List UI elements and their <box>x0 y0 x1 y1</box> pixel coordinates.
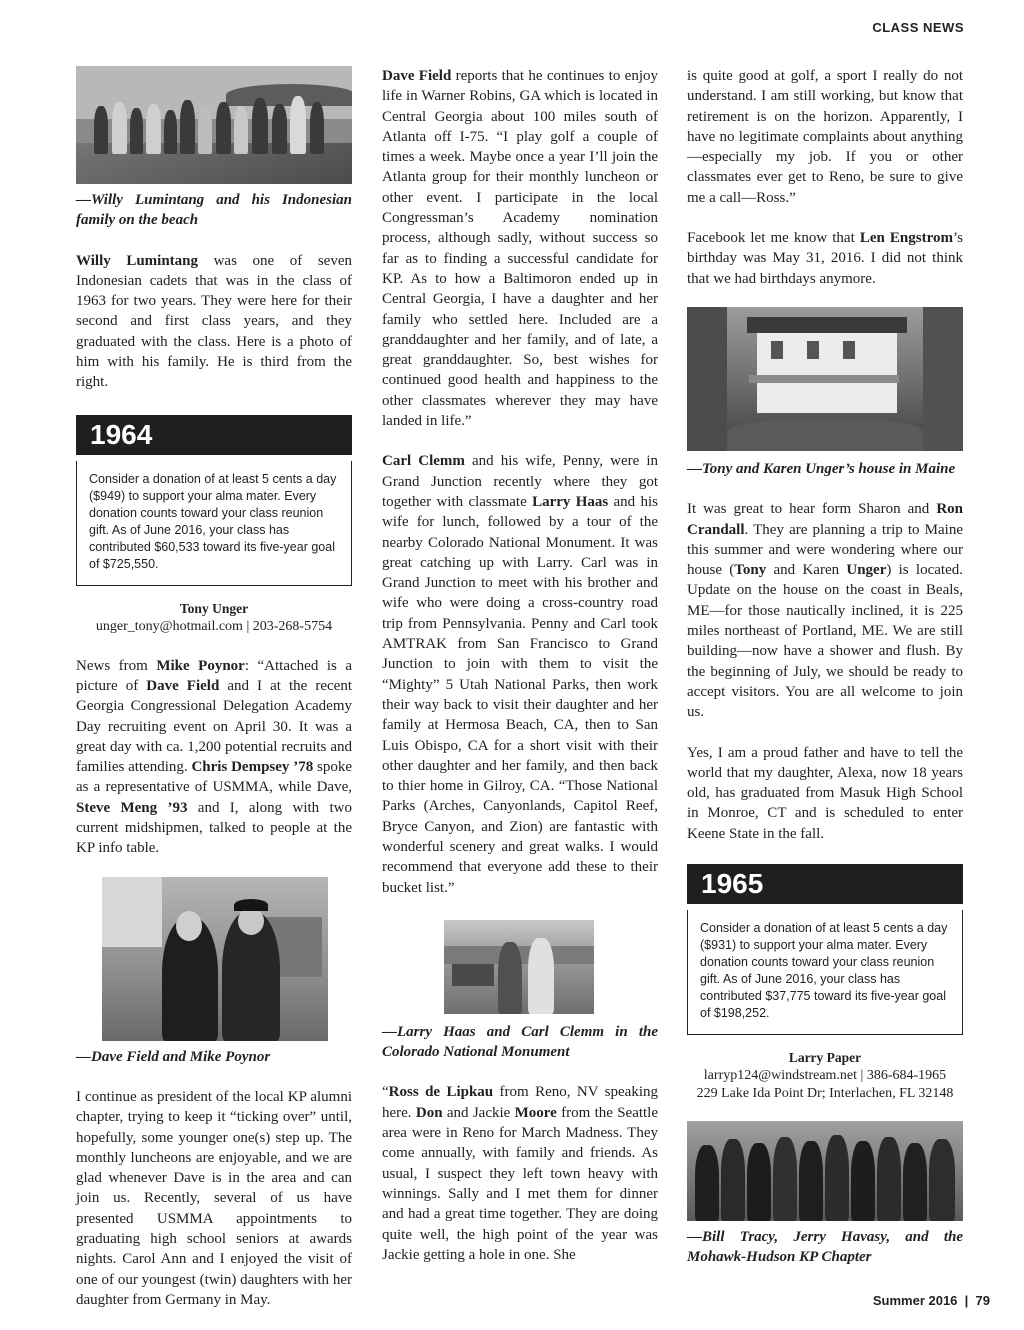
kp-chapter-photo <box>687 1121 963 1221</box>
class-secretary-contact-1965: Larry Paper larryp124@windstream.net | 386-684-1965 229 Lake Ida Point Dr; Interlachen, FL 32148 <box>687 1049 963 1103</box>
column-3 <box>687 66 963 1268</box>
field-poynor-caption: —Dave Field and Mike Poynor <box>76 1048 271 1065</box>
haas-clemm-photo <box>444 920 594 1014</box>
section-header: CLASS NEWS <box>872 20 964 35</box>
class-1965-banner: 1965 <box>687 864 963 904</box>
donation-box-1964: Consider a donation of at least 5 cents a day ($949) to support your alma mater. Every donation counts toward your class reunion gift. As of June 2016, your class has contributed $60,533 toward its five-year goal of $725,550. <box>76 461 352 586</box>
unger-house-caption: —Tony and Karen Unger’s house in Maine <box>687 460 956 477</box>
secretary-phone: 386-684-1965 <box>866 1068 947 1084</box>
beach-family-photo <box>76 66 352 184</box>
class-secretary-contact-1964: Tony Unger unger_tony@hotmail.com | 203-268-5754 <box>76 600 352 636</box>
secretary-name: Larry Paper <box>788 1050 862 1066</box>
class-1964-banner: 1964 <box>76 415 352 455</box>
column-2 <box>382 66 658 1265</box>
poynor-paragraph: News from Mike Poynor: “Attached is a picture of Dave Field and I at the recent Georgia Congressional Delegation Academy Day recruiting event on April 30. It was a great day with ca. 1,200 potential recruits and families attending. Chris Dempsey ’78 spoke as a representative of USMMA, while Dave, Steve Meng ’93 and I, along with two current midshipmen, talked to people at the KP info table. <box>76 657 353 857</box>
haas-clemm-caption: —Larry Haas and Carl Clemm in the Colorado National Monument <box>382 1023 658 1061</box>
secretary-email[interactable]: unger_tony@hotmail.com <box>95 618 243 634</box>
kp-chapter-caption: —Bill Tracy, Jerry Havasy, and the Mohawk-Hudson KP Chapter <box>687 1229 963 1266</box>
secretary-phone: 203-268-5754 <box>252 618 333 634</box>
dave-field-paragraph: Dave Field reports that he continues to enjoy life in Warner Robins, GA which is located in Central Georgia about 100 miles south of Atlanta off I-75. “I play golf a couple of times a week. Maybe once a year I’ll join the Atlanta group for their monthly luncheon or other event. I participate in the local Congressman’s Academy nomination process, although sadly, without success so far as to finding a successful candidate for KP. As to how a Baltimoron ended up in Central Georgia, I have a daughter and her family who settled here. Included are a granddaughter and her family, and of late, a great granddaughter. So, best wishes for continued good health and happiness to the other classmates wherever they may have landed in life.” <box>382 68 658 430</box>
ross-paragraph: “Ross de Lipkau from Reno, NV speaking here. Don and Jackie Moore from the Seattle area were in Reno for March Madness. They come annually, with family and friends. As usual, I suspect they left town heavy with winnings. Sally and I met them for dinner and had a great time together. They are doing quite well, the high point of the year was Jackie getting a hole in one. She <box>382 1084 659 1263</box>
secretary-email[interactable]: larryp124@windstream.net <box>703 1068 858 1084</box>
page-footer: Summer 2016 | 79 <box>872 1293 990 1308</box>
page-number: 79 <box>975 1293 990 1308</box>
donation-box-1965: Consider a donation of at least 5 cents a day ($931) to support your alma mater. Every donation counts toward your class reunion gift. As of June 2016, your class has contributed $37,775 toward its five-year goal of $198,252. <box>687 910 963 1035</box>
engstrom-paragraph: Facebook let me know that Len Engstrom’s birthday was May 31, 2016. I did not think that we had birthdays anymore. <box>687 230 963 287</box>
willy-paragraph: Willy Lumintang was one of seven Indonesian cadets that was in the class of 1963 for two years. They were here for their second and first class years, and they graduated with the class. Here is a photo of him with his family. He is third from the right. <box>76 252 352 391</box>
secretary-name: Tony Unger <box>179 600 249 616</box>
crandall-paragraph: It was great to hear form Sharon and Ron Crandall. They are planning a trip to Maine this summer and were wondering where our house (Tony and Karen Unger) is located. Update on the house on the coast in Beals, ME—for those nautically inclined, it is 225 miles northeast of Portland, ME. We are still building—now have a shower and flush. By the beginning of July, we should be ready to accept visitors. You are all welcome to join us. <box>687 501 963 721</box>
name-bold: Willy Lumintang <box>76 252 199 269</box>
field-poynor-photo <box>102 877 328 1041</box>
alexa-paragraph: Yes, I am a proud father and have to tell the world that my daughter, Alexa, now 18 years old, has graduated from Masuk High School in Monroe, CT and is scheduled to enter Keene State in the fall. <box>687 744 963 842</box>
beach-photo-caption: —Willy Lumintang and his Indonesian family on the beach <box>76 192 352 229</box>
column-1 <box>76 66 352 1310</box>
ross-continued-paragraph: is quite good at golf, a sport I really do not understand. I am still working, but know that retirement is on the horizon. Apparently, I have no legitimate complaints about anything—especially my job. If you or other classmates ever get to Reno, be sure to give me a call—Ross.” <box>687 68 963 206</box>
unger-house-photo <box>687 307 963 451</box>
president-paragraph: I continue as president of the local KP alumni chapter, trying to keep it “ticking over” until, hopefully, some younger one(s) step up. The monthly luncheons are enjoyable, and we are glad whenever Dave is in the area and can join us. Recently, several of us have presented USMMA appointments to graduating high school seniors at awards nights. Carol Ann and I enjoyed the visit of one of our youngest (twin) daughters with her daughter from Germany in May. <box>76 1088 352 1308</box>
secretary-address: 229 Lake Ida Point Dr; Interlachen, FL 32148 <box>696 1086 954 1102</box>
carl-clemm-paragraph: Carl Clemm and his wife, Penny, were in Grand Junction recently where they got together with classmate Larry Haas and his wife for lunch, followed by a tour of the nearby Colorado National Monument. It was great catching up with Larry. Carl was in Grand Junction to meet with his brother and wife who were doing a cross-country road trip from Pennsylvania. Penny and Carl took AMTRAK from San Francisco to Grand Junction to join with them to visit the “Mighty” 5 Utah National Parks, then work their way back to visit their daughter and her family at Hermosa Beach, CA, then to San Luis Obispo, CA for a short visit with their other daughter and her family, and then back to thier home in Gilroy, CA. “Those National Parks (Arches, Canyonlands, Capitol Reef, Bryce Canyon, and Zion) are fantastic with wonderful scenery and great walks. I would recommend that everyone add these to their bucket list.” <box>382 453 658 896</box>
